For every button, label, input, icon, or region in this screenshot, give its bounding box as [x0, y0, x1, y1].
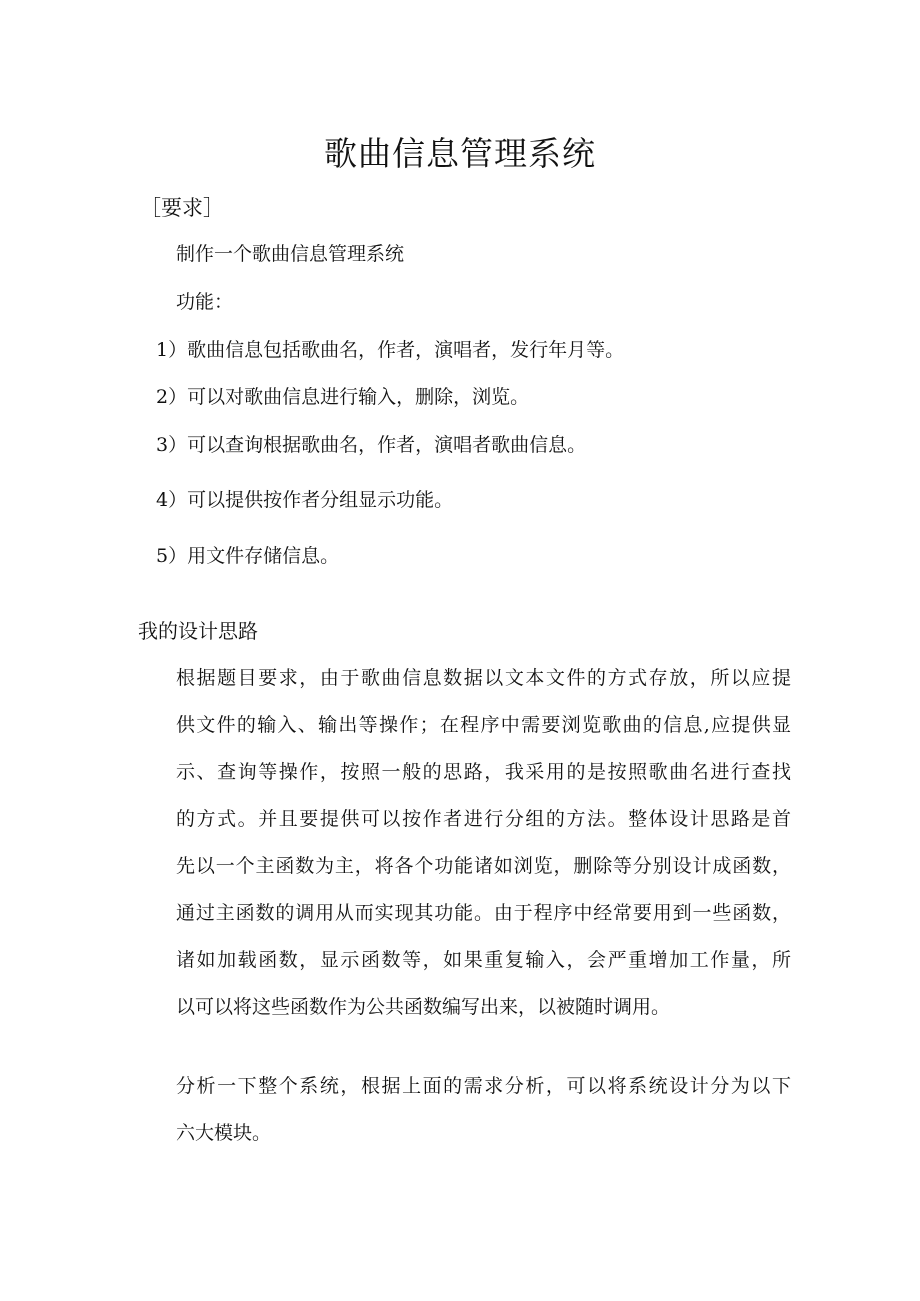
- paragraph-line: 的方式。并且要提供可以按作者进行分组的方法。整体设计思路是首: [176, 808, 791, 830]
- functions-label: 功能：: [176, 291, 234, 313]
- document-title: 歌曲信息管理系统: [324, 134, 596, 173]
- requirements-intro: 制作一个歌曲信息管理系统: [176, 243, 405, 265]
- design-heading: 我的设计思路: [138, 619, 258, 643]
- paragraph-line: 通过主函数的调用从而实现其功能。由于程序中经常要用到一些函数，: [176, 902, 791, 924]
- paragraph-line: 示、查询等操作，按照一般的思路，我采用的是按照歌曲名进行查找: [176, 761, 791, 783]
- requirement-item: 2）可以对歌曲信息进行输入，删除，浏览。: [156, 386, 530, 408]
- paragraph-line: 六大模块。: [176, 1122, 272, 1144]
- paragraph-line: 供文件的输入、输出等操作；在程序中需要浏览歌曲的信息,应提供显: [176, 714, 791, 736]
- requirement-item: 5）用文件存储信息。: [156, 545, 340, 567]
- requirement-item: 3）可以查询根据歌曲名，作者，演唱者歌曲信息。: [156, 434, 587, 456]
- design-paragraph-1: [176, 665, 791, 1041]
- design-paragraph-2: [176, 1073, 791, 1167]
- requirements-heading: ［要求］: [140, 196, 224, 220]
- paragraph-line: 分析一下整个系统，根据上面的需求分析，可以将系统设计分为以下: [176, 1075, 791, 1097]
- paragraph-line: 先以一个主函数为主，将各个功能诸如浏览，删除等分别设计成函数，: [176, 855, 791, 877]
- paragraph-line: 根据题目要求，由于歌曲信息数据以文本文件的方式存放，所以应提: [176, 667, 791, 689]
- paragraph-line: 以可以将这些函数作为公共函数编写出来，以被随时调用。: [176, 996, 671, 1018]
- requirement-item: 1）歌曲信息包括歌曲名，作者，演唱者，发行年月等。: [156, 339, 625, 361]
- requirement-item: 4）可以提供按作者分组显示功能。: [156, 489, 454, 511]
- paragraph-line: 诸如加载函数，显示函数等，如果重复输入，会严重增加工作量，所: [176, 949, 791, 971]
